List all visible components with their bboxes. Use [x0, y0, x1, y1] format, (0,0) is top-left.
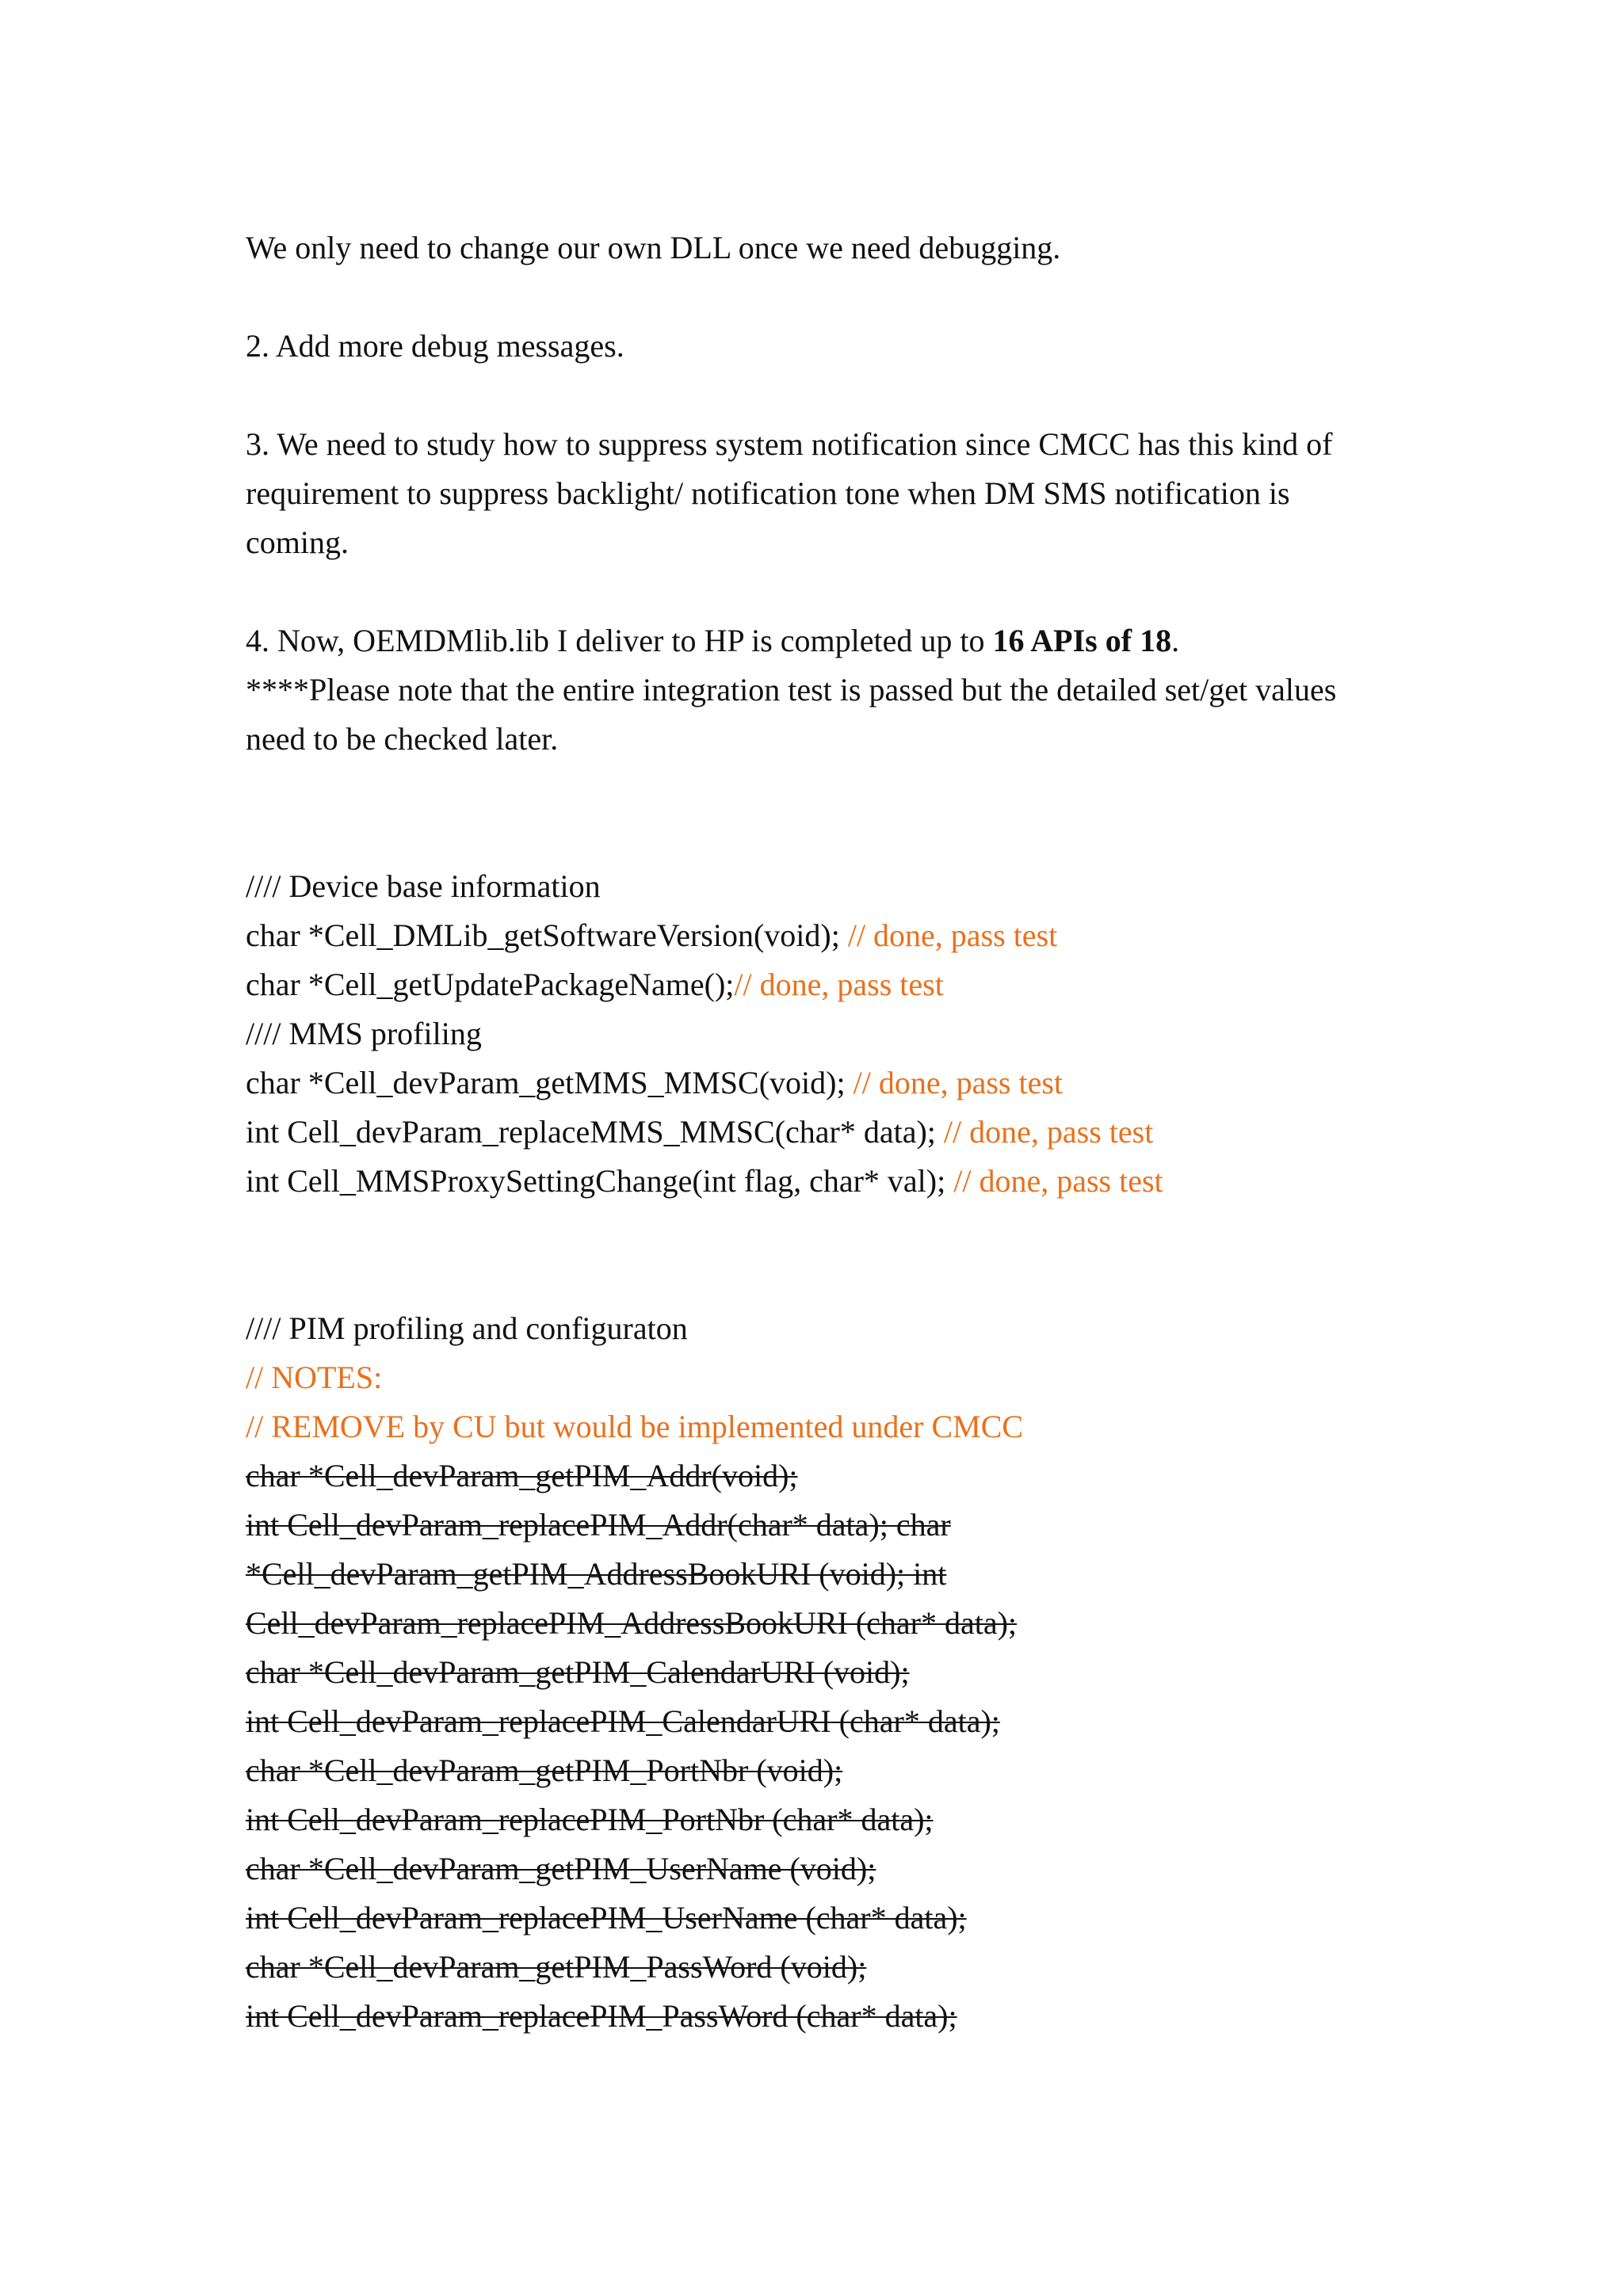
spacer [246, 1206, 1403, 1304]
struck-code-text: *Cell_devParam_getPIM_AddressBookURI (void); int [246, 1556, 947, 1592]
paragraph-item-3 [246, 420, 1403, 567]
struck-code-line [246, 1943, 1403, 1992]
struck-code-text: char *Cell_devParam_getPIM_CalendarURI (void); [246, 1654, 910, 1690]
struck-code-line [246, 1599, 1403, 1648]
code-text: int Cell_MMSProxySettingChange(int flag, char* val); [246, 1163, 954, 1199]
struck-code-line [246, 1894, 1403, 1943]
struck-code-text: char *Cell_devParam_getPIM_UserName (void); [246, 1851, 876, 1886]
pim-section [246, 1304, 1403, 2041]
code-comment: // done, pass test [853, 1065, 1064, 1100]
spacer [246, 273, 1403, 322]
struck-code-text: int Cell_devParam_replacePIM_CalendarURI (char* data); [246, 1703, 1000, 1739]
struck-code-line [246, 1992, 1403, 2041]
code-text: int Cell_devParam_replaceMMS_MMSC(char* data); [246, 1114, 944, 1150]
code-comment: // done, pass test [953, 1163, 1163, 1199]
struck-code-line [246, 1648, 1403, 1697]
mms-section-header: //// MMS profiling [246, 1016, 482, 1051]
struck-code-text: int Cell_devParam_replacePIM_UserName (char* data); [246, 1900, 967, 1936]
item-4-bold-count: 16 APIs of 18 [992, 623, 1172, 658]
spacer [246, 371, 1403, 420]
note-line: ****Please note that the entire integration test is passed but the detailed set/get values [246, 672, 1337, 707]
pim-note-line: // REMOVE by CU but would be implemented under CMCC [246, 1409, 1024, 1444]
code-line [246, 1157, 1403, 1206]
mms-section [246, 1009, 1403, 1206]
struck-code-line [246, 1844, 1403, 1894]
struck-code-text: int Cell_devParam_replacePIM_PassWord (char* data); [246, 1998, 957, 2034]
pim-section-header: //// PIM profiling and configuraton [246, 1310, 688, 1346]
code-line [246, 911, 1403, 960]
struck-code-text: Cell_devParam_replacePIM_AddressBookURI (char* data); [246, 1605, 1018, 1641]
code-comment: // done, pass test [734, 967, 944, 1002]
code-text: char *Cell_getUpdatePackageName(); [246, 967, 735, 1002]
note-line: need to be checked later. [246, 721, 559, 757]
struck-code-line [246, 1451, 1403, 1501]
code-line [246, 960, 1403, 1009]
item-4-suffix: . [1171, 623, 1180, 658]
struck-code-text: char *Cell_devParam_getPIM_PortNbr (void); [246, 1753, 843, 1788]
struck-code-text: int Cell_devParam_replacePIM_Addr(char* data); char [246, 1507, 951, 1543]
paragraph-item-2: 2. Add more debug messages. [246, 328, 624, 364]
paragraph-item-3-line: coming. [246, 524, 349, 560]
code-comment: // done, pass test [943, 1114, 1154, 1150]
struck-code-line [246, 1501, 1403, 1550]
spacer [246, 764, 1403, 862]
paragraph-item-3-line: 3. We need to study how to suppress system notification since CMCC has this kind of [246, 426, 1333, 462]
item-4-prefix: 4. Now, OEMDMlib.lib I deliver to HP is completed up to [246, 623, 993, 658]
device-section [246, 862, 1403, 1009]
struck-code-line [246, 1746, 1403, 1795]
struck-code-line [246, 1550, 1403, 1599]
struck-code-line [246, 1795, 1403, 1844]
code-comment: // done, pass test [847, 917, 1058, 953]
device-section-header: //// Device base information [246, 868, 601, 904]
paragraph-item-4 [246, 616, 1403, 764]
code-line [246, 1108, 1403, 1157]
code-line [246, 1058, 1403, 1108]
paragraph-item-3-line: requirement to suppress backlight/ notification tone when DM SMS notification is [246, 475, 1290, 511]
pim-note-line: // NOTES: [246, 1360, 383, 1395]
paragraph-dll-debugging: We only need to change our own DLL once we need debugging. [246, 230, 1061, 265]
struck-code-line [246, 1697, 1403, 1746]
struck-code-text: int Cell_devParam_replacePIM_PortNbr (char* data); [246, 1802, 934, 1837]
code-text: char *Cell_DMLib_getSoftwareVersion(void); [246, 917, 848, 953]
struck-code-text: char *Cell_devParam_getPIM_PassWord (void); [246, 1949, 867, 1985]
code-text: char *Cell_devParam_getMMS_MMSC(void); [246, 1065, 854, 1100]
struck-code-text: char *Cell_devParam_getPIM_Addr(void); [246, 1458, 798, 1493]
document-page [246, 223, 1403, 2041]
paragraph-item-4-line [246, 616, 1403, 666]
spacer [246, 567, 1403, 616]
